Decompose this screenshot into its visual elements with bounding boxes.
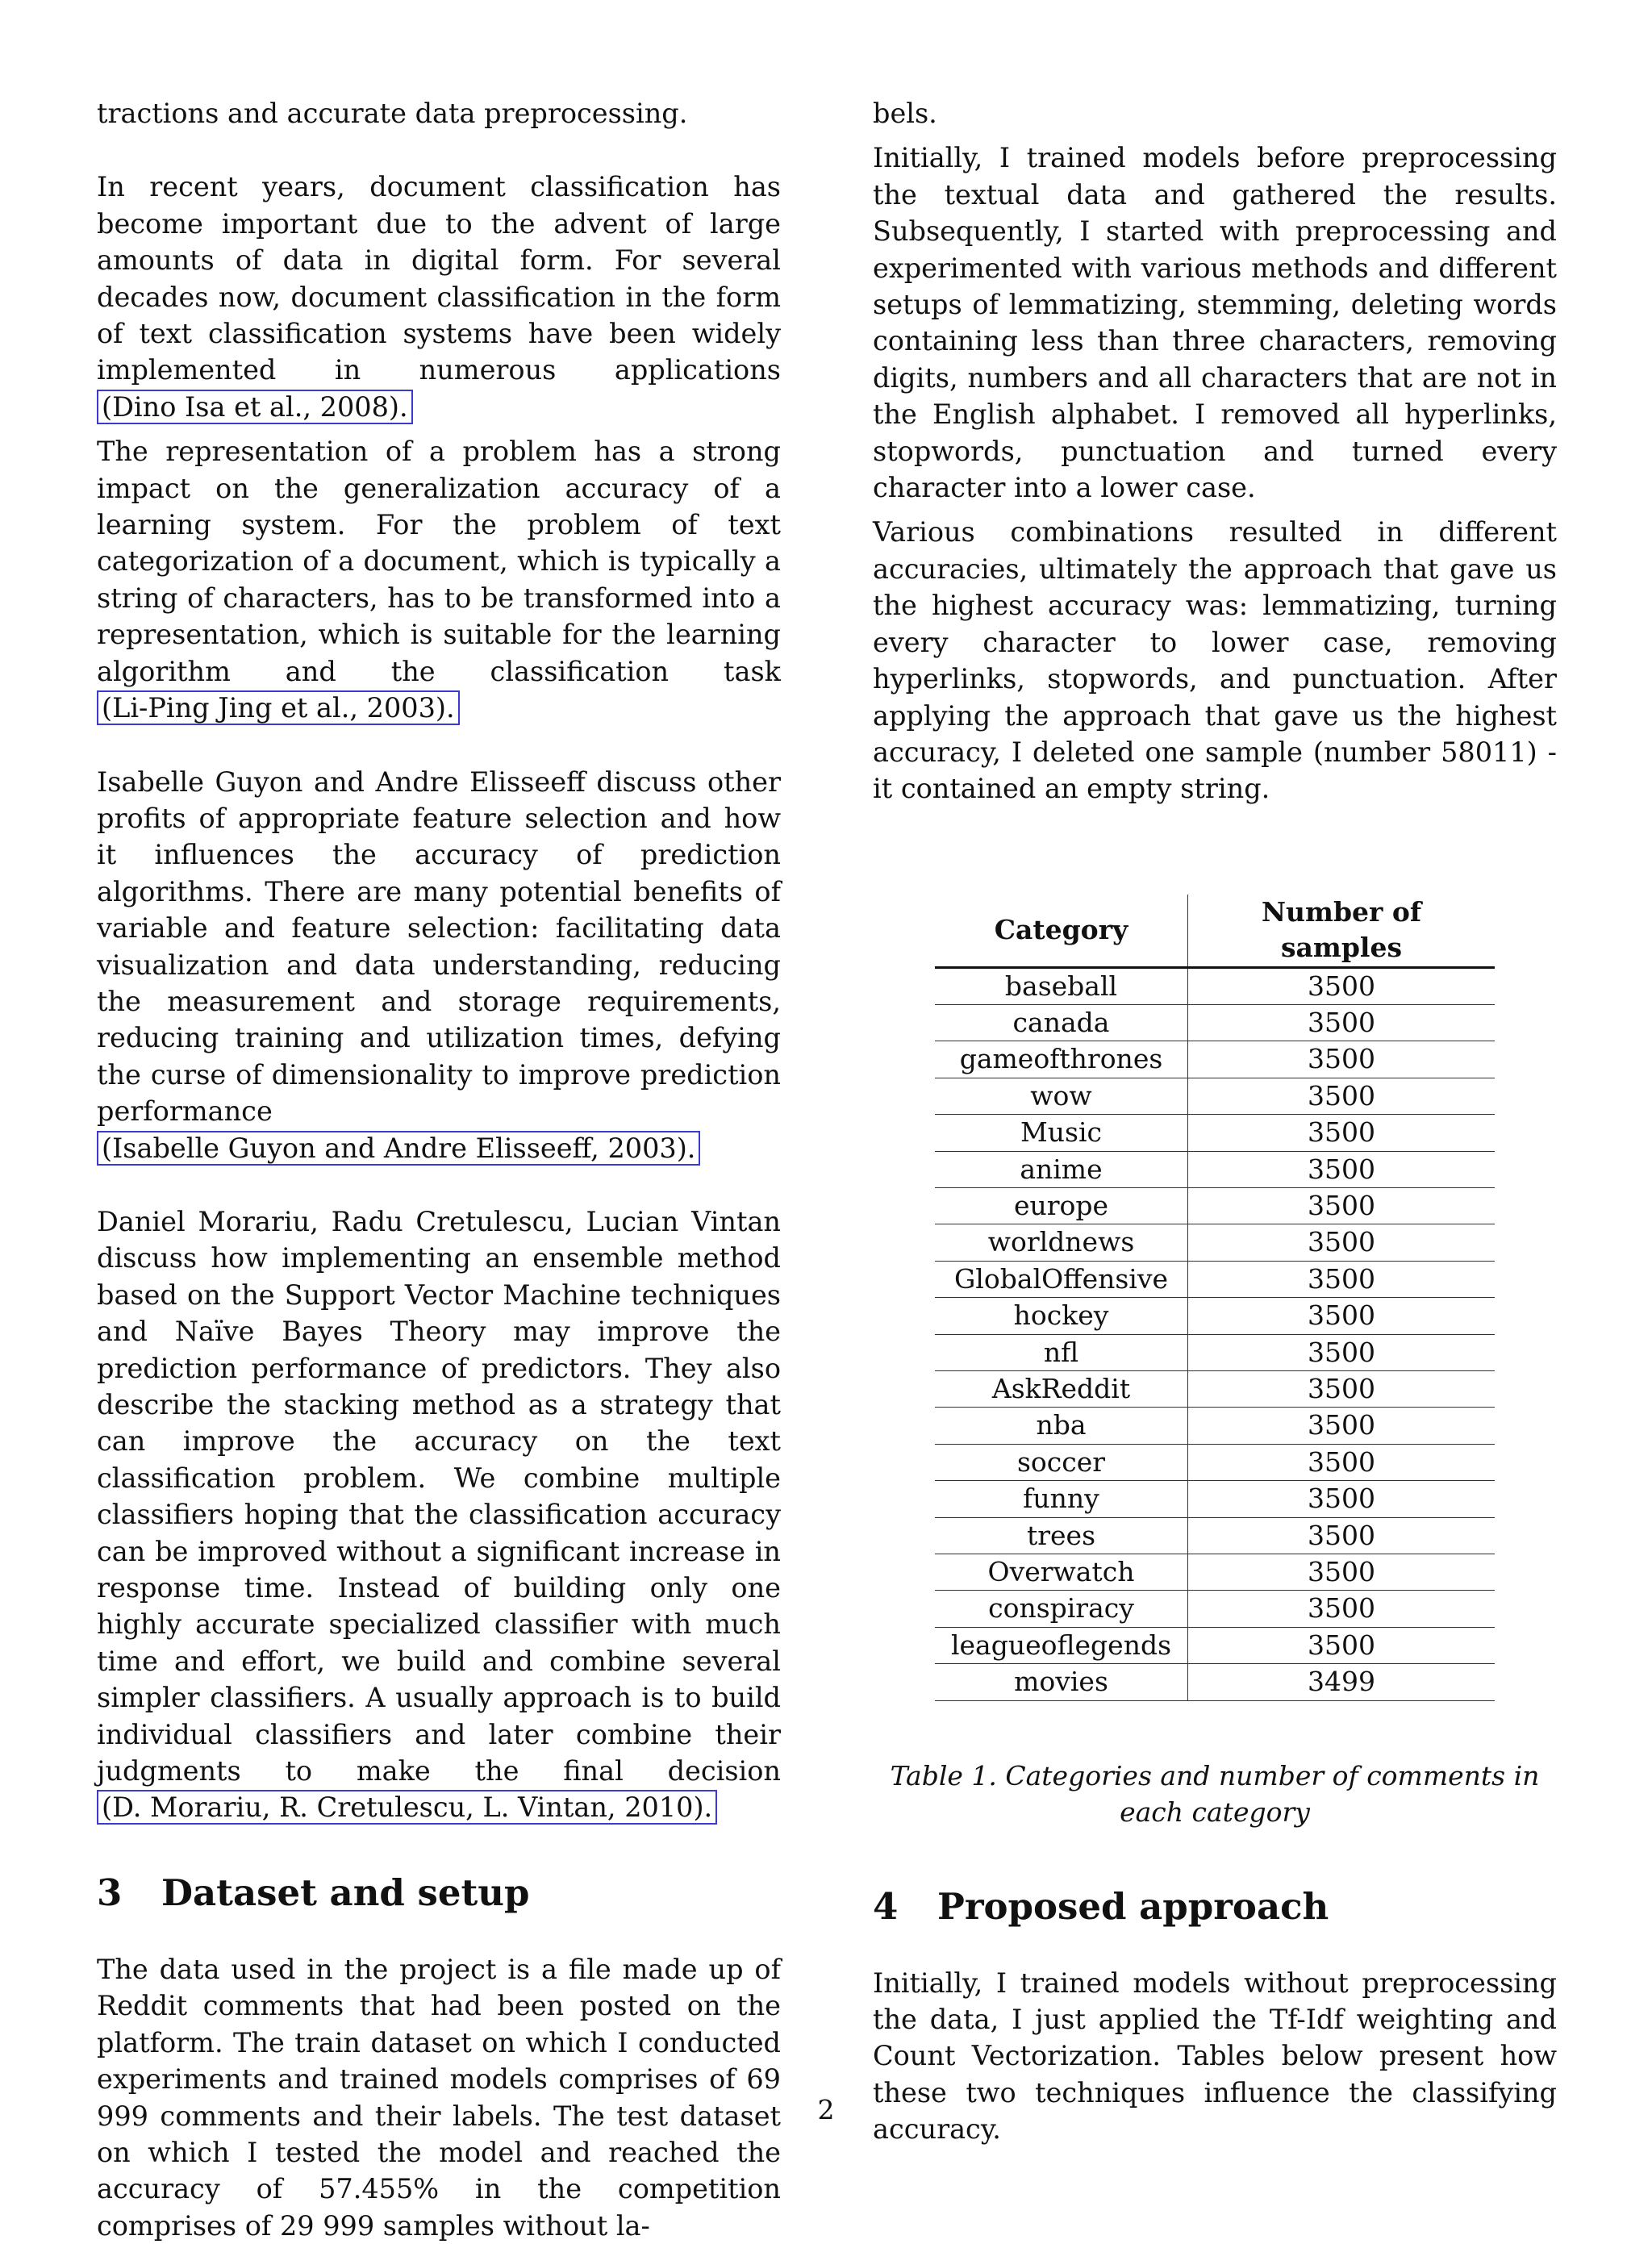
table-row <box>935 1554 1495 1591</box>
section-number: 4 <box>873 1884 899 1928</box>
table-row <box>935 1187 1495 1224</box>
left-column <box>97 95 781 2244</box>
table-caption: Table 1. Categories and number of comments in each category <box>890 1759 1540 1828</box>
samples-cell: 3500 <box>1188 1591 1496 1627</box>
samples-cell: 3500 <box>1188 1115 1496 1151</box>
samples-cell: 3500 <box>1188 1041 1496 1078</box>
category-cell: conspiracy <box>935 1591 1188 1627</box>
table-row <box>935 1591 1495 1627</box>
samples-cell: 3500 <box>1188 967 1496 1004</box>
category-cell: leagueoflegends <box>935 1627 1188 1663</box>
table-row <box>935 1004 1495 1041</box>
samples-cell: 3500 <box>1188 1517 1496 1554</box>
paragraph-approach: Initially, I trained models without preprocessing the data, I just applied the Tf-Idf weighting and Count Vectorization. Tables below present how these two techniques influence the classifying accuracy. <box>873 1967 1557 2146</box>
category-cell: anime <box>935 1151 1188 1187</box>
category-cell: europe <box>935 1187 1188 1224</box>
table-row <box>935 1298 1495 1334</box>
category-cell: hockey <box>935 1298 1188 1334</box>
category-cell: soccer <box>935 1444 1188 1480</box>
samples-cell: 3500 <box>1188 1261 1496 1297</box>
samples-cell: 3500 <box>1188 1298 1496 1334</box>
samples-cell: 3500 <box>1188 1371 1496 1408</box>
table-row <box>935 1664 1495 1700</box>
table-row <box>935 1261 1495 1297</box>
samples-cell: 3500 <box>1188 1334 1496 1370</box>
category-cell: nba <box>935 1408 1188 1444</box>
section-title: Proposed approach <box>937 1884 1329 1928</box>
samples-cell: 3500 <box>1188 1481 1496 1517</box>
table-row <box>935 1481 1495 1517</box>
samples-cell: 3500 <box>1188 1627 1496 1663</box>
table-row <box>935 1334 1495 1370</box>
table-row <box>935 967 1495 1004</box>
column-header-samples: Number of samples <box>1188 895 1496 967</box>
category-cell: baseball <box>935 967 1188 1004</box>
page-number: 2 <box>817 2094 835 2125</box>
table-row <box>935 1041 1495 1078</box>
samples-cell: 3500 <box>1188 1078 1496 1114</box>
right-column <box>873 95 1557 2148</box>
samples-cell: 3500 <box>1188 1554 1496 1591</box>
paragraph-continuation: bels. <box>873 98 937 129</box>
category-cell: funny <box>935 1481 1188 1517</box>
samples-cell: 3500 <box>1188 1151 1496 1187</box>
paragraph-text: In recent years, document classification has become important due to the advent of large amounts of data in digital form. For several decades now, document classification in the form of text classification systems have been widely implemented in numerous applications <box>97 171 781 386</box>
samples-cell: 3500 <box>1188 1187 1496 1224</box>
table-row <box>935 1517 1495 1554</box>
paragraph-continuation: tractions and accurate data preprocessing. <box>97 98 688 129</box>
table-header-row <box>935 895 1495 967</box>
paragraph-document-classification <box>97 169 781 425</box>
paragraph-ensemble <box>97 1203 781 1826</box>
section-heading-approach <box>873 1884 1557 1928</box>
section-number: 3 <box>97 1871 123 1914</box>
section-heading-dataset <box>97 1871 781 1914</box>
table-row <box>935 1408 1495 1444</box>
category-cell: AskReddit <box>935 1371 1188 1408</box>
section-title: Dataset and setup <box>161 1871 530 1914</box>
paragraph-feature-selection <box>97 764 781 1166</box>
paragraph-text: Isabelle Guyon and Andre Elisseeff discuss other profits of appropriate feature selection and how it influences the accuracy of prediction algorithms. There are many potential benefits of variable and feature selection: facilitating data visualization and data understanding, reducing the measurement and storage requirements, reducing training and utilization times, defying the curse of dimensionality to improve prediction performance <box>97 765 781 1128</box>
category-cell: Music <box>935 1115 1188 1151</box>
citation-link-morariu[interactable]: (D. Morariu, R. Cretulescu, L. Vintan, 2010). <box>97 1790 717 1825</box>
samples-cell: 3500 <box>1188 1004 1496 1041</box>
table-row <box>935 1444 1495 1480</box>
samples-cell: 3500 <box>1188 1444 1496 1480</box>
category-cell: canada <box>935 1004 1188 1041</box>
paragraph-text: Daniel Morariu, Radu Cretulescu, Lucian Vintan discuss how implementing an ensemble method based on the Support Vector Machine techniques and Naïve Bayes Theory may improve the prediction performance of predictors. They also describe the stacking method as a strategy that can improve the accuracy on the text classification problem. We combine multiple classifiers hoping that the classification accuracy can be improved without a significant increase in response time. Instead of building only one highly accurate specialized classifier with much time and effort, we build and combine several simpler classifiers. A usually approach is to build individual classifiers and later combine their judgments to make the final decision <box>97 1205 781 1787</box>
table-row <box>935 1224 1495 1261</box>
paragraph-representation <box>97 433 781 726</box>
category-cell: nfl <box>935 1334 1188 1370</box>
samples-cell: 3500 <box>1188 1224 1496 1261</box>
table-body <box>935 967 1495 1700</box>
category-cell: gameofthrones <box>935 1041 1188 1078</box>
category-cell: trees <box>935 1517 1188 1554</box>
samples-cell: 3500 <box>1188 1408 1496 1444</box>
column-header-category: Category <box>935 895 1188 967</box>
category-cell: worldnews <box>935 1224 1188 1261</box>
paragraph-preprocessing: Initially, I trained models before preprocessing the textual data and gathered the results. Subsequently, I started with preprocessing and experimented with various methods and different setups of lemmatizing, stemming, deleting words containing less than three characters, removing digits, numbers and all characters that are not in the English alphabet. I removed all hyperlinks, stopwords, punctuation and turned every character into a lower case. <box>873 142 1557 504</box>
samples-cell: 3499 <box>1188 1664 1496 1700</box>
category-cell: Overwatch <box>935 1554 1188 1591</box>
paragraph-dataset: The data used in the project is a file made up of Reddit comments that had been posted on the platform. The train dataset on which I conducted experiments and trained models comprises of 69 999 comments and their labels. The test dataset on which I tested the model and reached the accuracy of 57.455% in the competition comprises of 29 999 samples without la- <box>97 1953 781 2242</box>
table-row <box>935 1371 1495 1408</box>
table-row <box>935 1078 1495 1114</box>
table-row <box>935 1115 1495 1151</box>
category-cell: wow <box>935 1078 1188 1114</box>
table-row <box>935 1151 1495 1187</box>
paragraph-combinations: Various combinations resulted in different accuracies, ultimately the approach that gave us the highest accuracy was: lemmatizing, turning every character to lower case, removing hyperlinks, stopwords, and punctuation. After applying the approach that gave us the highest accuracy, I deleted one sample (number 58011) - it contained an empty string. <box>873 516 1557 805</box>
citation-link-jing[interactable]: (Li-Ping Jing et al., 2003). <box>97 690 460 725</box>
categories-table <box>935 895 1495 1701</box>
citation-link-isa[interactable]: (Dino Isa et al., 2008). <box>97 390 413 424</box>
table-row <box>935 1627 1495 1663</box>
citation-link-guyon[interactable]: (Isabelle Guyon and Andre Elisseeff, 2003). <box>97 1131 700 1166</box>
paragraph-text: The representation of a problem has a strong impact on the generalization accuracy of a learning system. For the problem of text categorization of a document, which is typically a string of characters, has to be transformed into a representation, which is suitable for the learning algorithm and the classification task <box>97 436 781 687</box>
category-cell: GlobalOffensive <box>935 1261 1188 1297</box>
category-cell: movies <box>935 1664 1188 1700</box>
